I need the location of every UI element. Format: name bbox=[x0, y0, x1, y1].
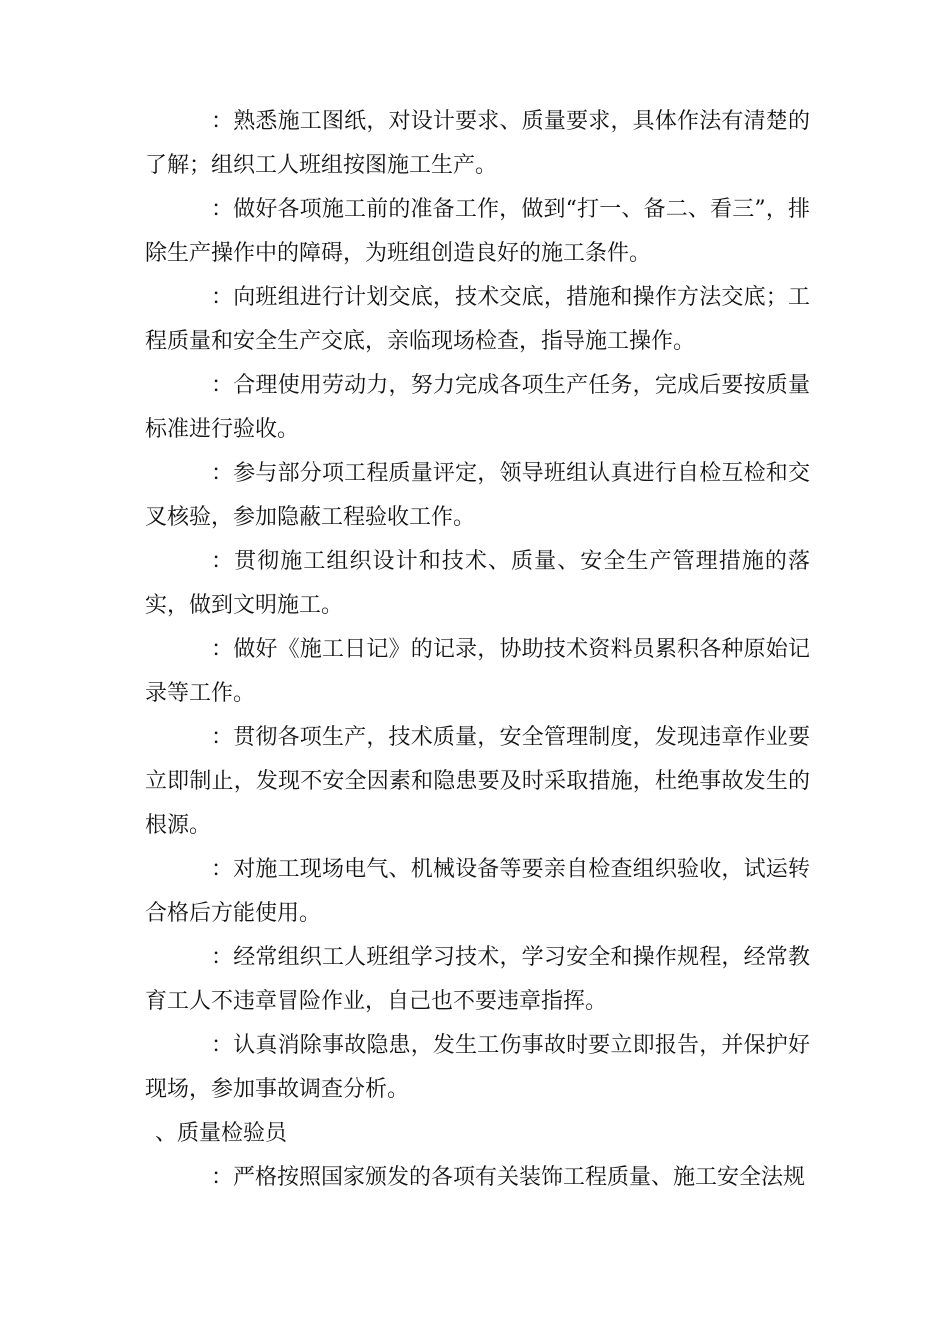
duty-paragraph-10: ：经常组织工人班组学习技术，学习安全和操作规程，经常教育工人不违章冒险作业，自己也不要违章指挥。 bbox=[145, 945, 810, 1014]
duty-paragraph-5: ：参与部分项工程质量评定，领导班组认真进行自检互检和交叉核验，参加隐蔽工程验收工作。 bbox=[145, 461, 810, 530]
duty-paragraph-2: ：做好各项施工前的准备工作，做到“打一、备二、看三”，排除生产操作中的障碍，为班组创造良好的施工条件。 bbox=[145, 197, 810, 266]
section-heading: 、质量检验员 bbox=[155, 1121, 288, 1146]
duty-paragraph-1: ：熟悉施工图纸，对设计要求、质量要求，具体作法有清楚的了解；组织工人班组按图施工生产。 bbox=[145, 109, 810, 178]
duty-paragraph-8: ：贯彻各项生产，技术质量，安全管理制度，发现违章作业要立即制止，发现不安全因素和隐患要及时采取措施，杜绝事故发生的根源。 bbox=[145, 725, 810, 838]
duty-paragraph-3: ：向班组进行计划交底，技术交底，措施和操作方法交底；工程质量和安全生产交底，亲临现场检查，指导施工操作。 bbox=[145, 285, 810, 354]
duty-paragraph-6: ：贯彻施工组织设计和技术、质量、安全生产管理措施的落实，做到文明施工。 bbox=[145, 549, 810, 618]
inspector-duty-paragraph-1: ：严格按照国家颁发的各项有关装饰工程质量、施工安全法规 bbox=[211, 1165, 806, 1190]
duty-paragraph-4: ：合理使用劳动力，努力完成各项生产任务，完成后要按质量标准进行验收。 bbox=[145, 373, 810, 442]
duty-paragraph-7: ：做好《施工日记》的记录，协助技术资料员累积各种原始记录等工作。 bbox=[145, 637, 810, 706]
document-body bbox=[145, 100, 810, 1200]
duty-paragraph-11: ：认真消除事故隐患，发生工伤事故时要立即报告，并保护好现场，参加事故调查分析。 bbox=[145, 1033, 810, 1102]
duty-paragraph-9: ：对施工现场电气、机械设备等要亲自检查组织验收，试运转合格后方能使用。 bbox=[145, 857, 810, 926]
